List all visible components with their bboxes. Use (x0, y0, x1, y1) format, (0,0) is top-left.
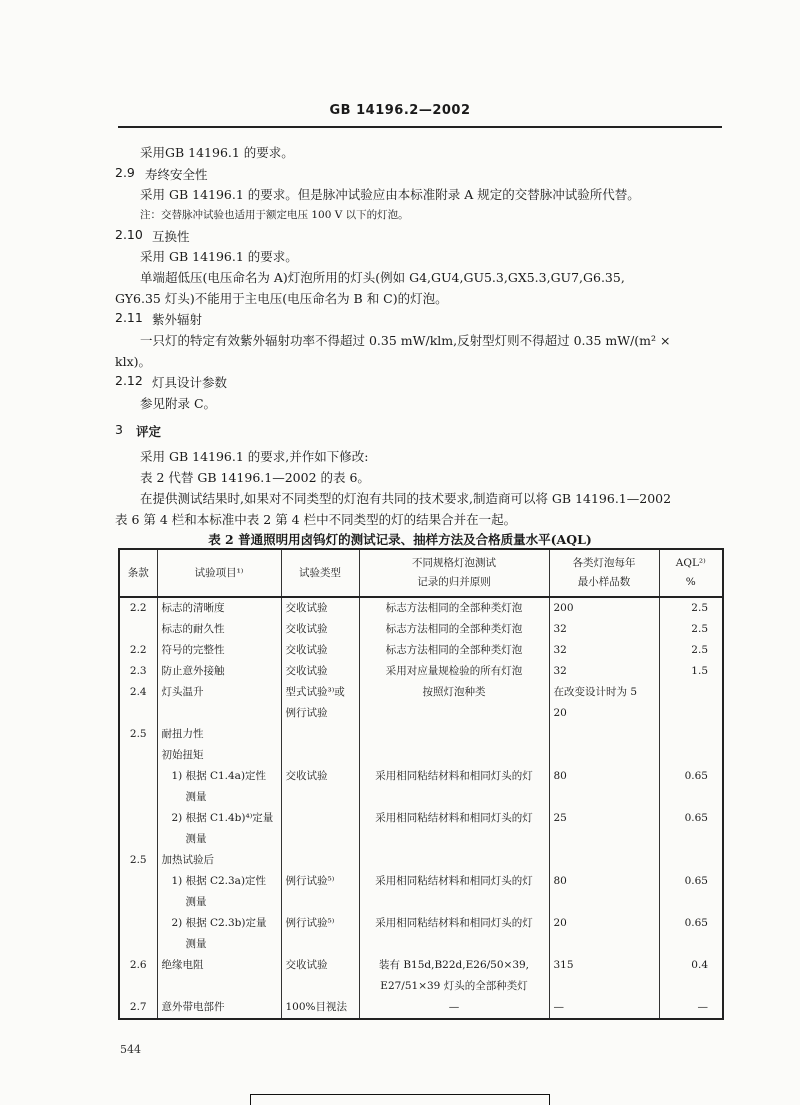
cell-min-samples (549, 976, 659, 997)
cell-item: 灯头温升 (157, 682, 281, 703)
cell-aql (659, 724, 723, 745)
s3-text-2: 表 2 代替 GB 14196.1—2002 的表 6。 (140, 470, 370, 485)
cell-test-type (281, 892, 359, 913)
cell-item: 标志的耐久性 (157, 619, 281, 640)
cell-item: 意外带电部件 (157, 997, 281, 1019)
table-row (119, 892, 723, 913)
cell-item: 1) 根据 C1.4a)定性 (157, 766, 281, 787)
cell-test-type (281, 745, 359, 766)
table-row (119, 682, 723, 703)
cell-clause: 2.4 (119, 682, 157, 703)
cell-test-type: 例行试验⁵⁾ (281, 871, 359, 892)
cell-grouping-rule: 标志方法相同的全部种类灯泡 (359, 619, 549, 640)
cell-grouping-rule (359, 724, 549, 745)
cell-test-type: 交收试验 (281, 766, 359, 787)
s210-text-1: 采用 GB 14196.1 的要求。 (140, 249, 298, 264)
cell-aql: 2.5 (659, 597, 723, 619)
header-clause: 条款 (119, 549, 157, 597)
cell-clause (119, 976, 157, 997)
cell-min-samples (549, 787, 659, 808)
table-row (119, 766, 723, 787)
cell-clause (119, 766, 157, 787)
cell-grouping-rule: 采用相同粘结材料和相同灯头的灯 (359, 871, 549, 892)
header-aql-line2: % (685, 576, 696, 588)
cell-item: 初始扭矩 (157, 745, 281, 766)
header-aql-line1: AQL²⁾ (675, 557, 706, 569)
cell-aql: 0.4 (659, 955, 723, 976)
cell-test-type: 型式试验³⁾或 (281, 682, 359, 703)
cell-test-type: 交收试验 (281, 661, 359, 682)
cell-test-type (281, 934, 359, 955)
cell-grouping-rule: 采用相同粘结材料和相同灯头的灯 (359, 913, 549, 934)
cell-clause (119, 787, 157, 808)
cell-min-samples: 80 (549, 766, 659, 787)
table-row (119, 724, 723, 745)
cell-item (157, 976, 281, 997)
s210-number: 2.10 (115, 227, 143, 242)
s29-text: 采用 GB 14196.1 的要求。但是脉冲试验应由本标准附录 A 规定的交替脉冲试验所代替。 (140, 187, 640, 202)
cell-min-samples (549, 934, 659, 955)
cell-min-samples (549, 745, 659, 766)
cell-min-samples: 32 (549, 661, 659, 682)
s28-text: 采用GB 14196.1 的要求。 (140, 145, 294, 160)
table-row (119, 997, 723, 1019)
cell-grouping-rule: 采用对应量规检验的所有灯泡 (359, 661, 549, 682)
header-min-samples (549, 549, 659, 597)
cell-clause: 2.2 (119, 640, 157, 661)
cell-test-type: 交收试验 (281, 640, 359, 661)
cell-item: 防止意外接触 (157, 661, 281, 682)
s3-heading: 评定 (136, 424, 162, 439)
header-rule-line2: 记录的归并原则 (417, 576, 491, 588)
cell-clause: 2.3 (119, 661, 157, 682)
cell-clause (119, 829, 157, 850)
cell-test-type (281, 808, 359, 829)
cell-min-samples: — (549, 997, 659, 1019)
cell-aql (659, 745, 723, 766)
cell-grouping-rule: 标志方法相同的全部种类灯泡 (359, 640, 549, 661)
cell-test-type (281, 829, 359, 850)
cell-min-samples (549, 724, 659, 745)
cell-clause: 2.5 (119, 724, 157, 745)
table-row (119, 745, 723, 766)
cell-min-samples: 20 (549, 703, 659, 724)
cell-clause (119, 808, 157, 829)
cell-grouping-rule: — (359, 997, 549, 1019)
table-caption: 表 2 普通照明用卤钨灯的测试记录、抽样方法及合格质量水平(AQL) (208, 532, 592, 547)
cell-clause: 2.2 (119, 597, 157, 619)
cell-clause: 2.6 (119, 955, 157, 976)
s211-number: 2.11 (115, 310, 143, 325)
cell-item: 测量 (157, 829, 281, 850)
cell-grouping-rule: 装有 B15d,B22d,E26/50×39, (359, 955, 549, 976)
cell-grouping-rule: 标志方法相同的全部种类灯泡 (359, 597, 549, 619)
cell-grouping-rule (359, 703, 549, 724)
s3-text-1: 采用 GB 14196.1 的要求,并作如下修改: (140, 449, 369, 464)
cell-item: 符号的完整性 (157, 640, 281, 661)
s210-text-2a: 单端超低压(电压命名为 A)灯泡所用的灯头(例如 G4,GU4,GU5.3,GX5.3,GU7,G6.35, (140, 270, 625, 285)
cell-grouping-rule (359, 787, 549, 808)
table-row (119, 850, 723, 871)
cell-aql: 0.65 (659, 766, 723, 787)
table-row (119, 829, 723, 850)
cell-aql: 1.5 (659, 661, 723, 682)
header-min-line1: 各类灯泡每年 (572, 557, 636, 569)
s212-heading: 灯具设计参数 (152, 375, 228, 390)
page-header: GB 14196.2—2002 (329, 103, 471, 118)
table-row (119, 871, 723, 892)
cell-grouping-rule (359, 892, 549, 913)
cell-aql: 0.65 (659, 871, 723, 892)
cell-aql (659, 829, 723, 850)
cell-item: 测量 (157, 892, 281, 913)
cell-test-type: 交收试验 (281, 619, 359, 640)
cell-test-type: 例行试验 (281, 703, 359, 724)
cell-aql: 0.65 (659, 913, 723, 934)
cell-grouping-rule (359, 934, 549, 955)
s3-number: 3 (115, 422, 123, 437)
cell-aql: — (659, 997, 723, 1019)
cell-aql (659, 850, 723, 871)
cell-test-type: 例行试验⁵⁾ (281, 913, 359, 934)
cell-clause (119, 934, 157, 955)
cell-test-type: 交收试验 (281, 955, 359, 976)
cell-min-samples (549, 829, 659, 850)
s3-text-3b: 表 6 第 4 栏和本标准中表 2 第 4 栏中不同类型的灯的结果合并在一起。 (115, 512, 517, 527)
cell-grouping-rule: E27/51×39 灯头的全部种类灯 (359, 976, 549, 997)
cell-min-samples: 25 (549, 808, 659, 829)
cell-aql (659, 703, 723, 724)
cell-min-samples: 200 (549, 597, 659, 619)
cell-min-samples: 315 (549, 955, 659, 976)
cell-aql (659, 934, 723, 955)
cell-aql (659, 787, 723, 808)
cell-test-type (281, 787, 359, 808)
cell-item: 2) 根据 C1.4b)⁴⁾定量 (157, 808, 281, 829)
cell-aql (659, 682, 723, 703)
cell-min-samples: 80 (549, 871, 659, 892)
cell-aql (659, 892, 723, 913)
s210-text-2b: GY6.35 灯头)不能用于主电压(电压命名为 B 和 C)的灯泡。 (115, 291, 448, 306)
s211-text-b: klx)。 (115, 354, 151, 369)
cell-clause (119, 871, 157, 892)
cell-item (157, 703, 281, 724)
cell-item: 1) 根据 C2.3a)定性 (157, 871, 281, 892)
page-number: 544 (120, 1043, 141, 1056)
table-body (119, 597, 723, 1019)
cell-min-samples (549, 892, 659, 913)
header-item: 试验项目¹⁾ (157, 549, 281, 597)
cell-item: 加热试验后 (157, 850, 281, 871)
cell-min-samples: 20 (549, 913, 659, 934)
cell-item: 2) 根据 C2.3b)定量 (157, 913, 281, 934)
cell-item: 测量 (157, 934, 281, 955)
cell-aql: 2.5 (659, 619, 723, 640)
table-row (119, 640, 723, 661)
cell-clause: 2.5 (119, 850, 157, 871)
cell-test-type (281, 850, 359, 871)
s212-text: 参见附录 C。 (140, 396, 217, 411)
cell-grouping-rule (359, 745, 549, 766)
cell-aql: 2.5 (659, 640, 723, 661)
table-row (119, 934, 723, 955)
cell-clause (119, 892, 157, 913)
s210-heading: 互换性 (152, 229, 190, 244)
cell-grouping-rule (359, 829, 549, 850)
cell-test-type: 交收试验 (281, 597, 359, 619)
cell-test-type (281, 724, 359, 745)
s211-text-a: 一只灯的特定有效紫外辐射功率不得超过 0.35 mW/klm,反射型灯则不得超过 0.35 mW/(m² × (140, 333, 671, 348)
table-row (119, 787, 723, 808)
cell-grouping-rule (359, 850, 549, 871)
cell-min-samples: 32 (549, 640, 659, 661)
cell-grouping-rule: 采用相同粘结材料和相同灯头的灯 (359, 808, 549, 829)
header-type: 试验类型 (281, 549, 359, 597)
cell-min-samples: 在改变设计时为 5 (549, 682, 659, 703)
table-row (119, 661, 723, 682)
cell-aql: 0.65 (659, 808, 723, 829)
header-aql (659, 549, 723, 597)
s29-note: 注：交替脉冲试验也适用于额定电压 100 V 以下的灯泡。 (140, 209, 409, 221)
s29-number: 2.9 (115, 165, 135, 180)
cell-test-type: 100%目视法 (281, 997, 359, 1019)
cell-aql (659, 976, 723, 997)
cell-min-samples (549, 850, 659, 871)
test-record-table (118, 548, 724, 1020)
cell-item: 绝缘电阻 (157, 955, 281, 976)
cell-item: 标志的清晰度 (157, 597, 281, 619)
table-row (119, 976, 723, 997)
table-row (119, 808, 723, 829)
s212-number: 2.12 (115, 373, 143, 388)
cell-clause: 2.7 (119, 997, 157, 1019)
cell-grouping-rule: 按照灯泡种类 (359, 682, 549, 703)
cell-test-type (281, 976, 359, 997)
cell-min-samples: 32 (549, 619, 659, 640)
cell-item: 耐扭力性 (157, 724, 281, 745)
cell-item: 测量 (157, 787, 281, 808)
table-row (119, 703, 723, 724)
header-rule-line1: 不同规格灯泡测试 (412, 557, 496, 569)
s29-heading: 寿终安全性 (145, 167, 208, 182)
s211-heading: 紫外辐射 (152, 312, 203, 327)
cell-clause (119, 745, 157, 766)
header-rule (118, 126, 722, 128)
table-row (119, 619, 723, 640)
cell-clause (119, 913, 157, 934)
header-min-line2: 最小样品数 (577, 576, 631, 588)
header-rule (359, 549, 549, 597)
table-row (119, 955, 723, 976)
s3-text-3a: 在提供测试结果时,如果对不同类型的灯泡有共同的技术要求,制造商可以将 GB 14196.1—2002 (140, 491, 672, 506)
cell-clause (119, 619, 157, 640)
table-row (119, 913, 723, 934)
table-row (119, 597, 723, 619)
cell-clause (119, 703, 157, 724)
cell-grouping-rule: 采用相同粘结材料和相同灯头的灯 (359, 766, 549, 787)
